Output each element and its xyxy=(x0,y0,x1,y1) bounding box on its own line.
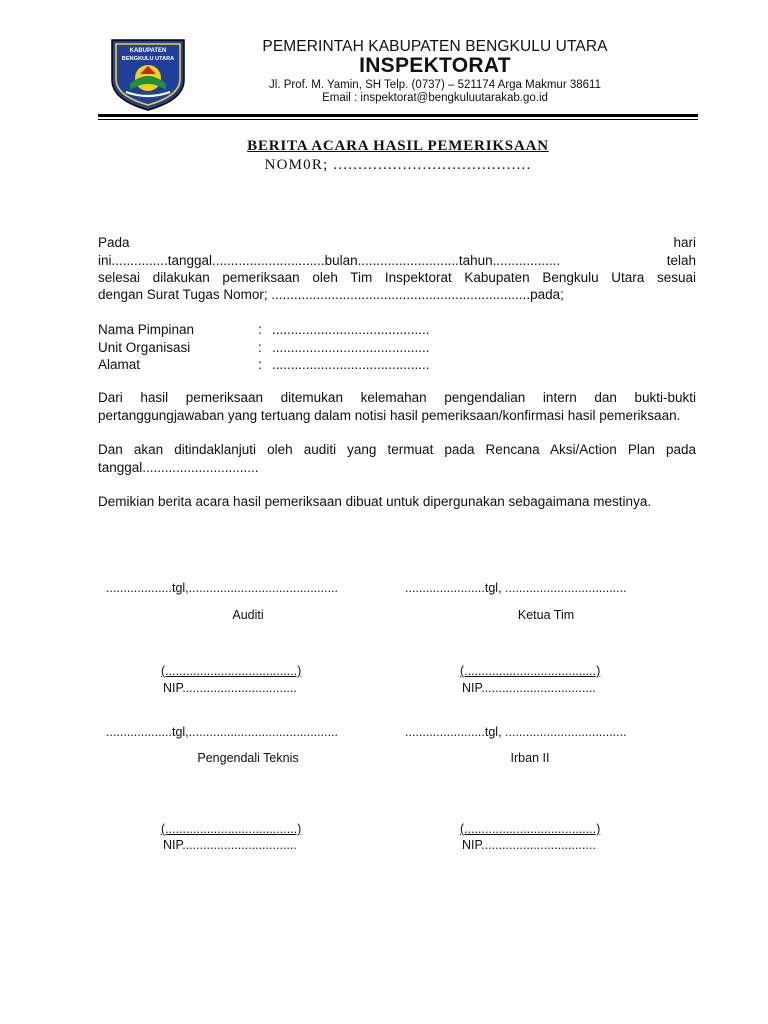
intro-line-2 xyxy=(98,252,696,270)
document-number: NOM0R; ........................................ xyxy=(264,157,532,173)
header-rule-thin xyxy=(98,119,698,120)
intro-telah: telah xyxy=(666,253,696,268)
body-paragraph-findings: Dari hasil pemeriksaan ditemukan kelemahan pengendalian intern dan bukti-bukti pertanggungjawaban yang tertuang dalam notisi hasil pemeriksaan/konfirmasi hasil pemeriksaan. xyxy=(98,390,696,423)
document-title: BERITA ACARA HASIL PEMERIKSAAN xyxy=(247,138,549,154)
sig-nip-ketua-tim: NIP................................. xyxy=(462,681,596,695)
logo-text-mid: BENGKULU UTARA xyxy=(121,56,175,62)
sig-role-auditi: Auditi xyxy=(232,608,264,622)
intro-line-1 xyxy=(98,234,696,252)
intro-hari: hari xyxy=(673,235,696,250)
document-title-wrap xyxy=(98,138,698,155)
sig-role-irban: Irban II xyxy=(510,751,550,765)
sig-date-irban: .......................tgl, ................................... xyxy=(405,725,627,739)
field-value-unit-organisasi: .......................................... xyxy=(272,340,430,355)
field-label-unit-organisasi: Unit Organisasi xyxy=(98,340,191,355)
sig-nip-pengendali-teknis: NIP................................. xyxy=(163,838,297,852)
sig-role-pengendali-teknis: Pengendali Teknis xyxy=(197,751,299,765)
sig-nip-auditi: NIP................................. xyxy=(163,681,297,695)
intro-pada: Pada xyxy=(98,235,130,250)
field-value-alamat: .......................................... xyxy=(272,357,430,372)
sig-nip-irban: NIP................................. xyxy=(462,838,596,852)
field-colon: : xyxy=(258,340,262,355)
field-label-alamat: Alamat xyxy=(98,357,141,372)
header-email: Email : inspektorat@bengkuluutarakab.go.id xyxy=(322,92,548,104)
field-colon: : xyxy=(258,357,262,372)
sig-date-auditi: ...................tgl,........................................... xyxy=(106,581,338,595)
header-government: PEMERINTAH KABUPATEN BENGKULU UTARA xyxy=(262,38,608,55)
sig-date-ketua-tim: .......................tgl, ................................... xyxy=(405,581,627,595)
header-rule-thick xyxy=(98,114,698,117)
body-paragraph-follow-up: Dan akan ditindaklanjuti oleh auditi yang termuat pada Rencana Aksi/Action Plan pada tanggal............................... xyxy=(98,442,696,475)
body-paragraph-closing: Demikian berita acara hasil pemeriksaan dibuat untuk dipergunakan sebagaimana mestinya. xyxy=(98,494,652,509)
header-address: Jl. Prof. M. Yamin, SH Telp. (0737) – 521174 Arga Makmur 38611 xyxy=(269,79,601,91)
regency-logo xyxy=(108,38,188,112)
field-value-nama-pimpinan: .......................................... xyxy=(272,322,430,337)
intro-line-3: selesai dilakukan pemeriksaan oleh Tim Inspektorat Kabupaten Bengkulu Utara sesuai xyxy=(98,270,696,285)
intro-date-fill: ini...............tanggal..............................bulan...........................tahun.................. xyxy=(98,253,561,268)
sig-role-ketua-tim: Ketua Tim xyxy=(517,608,575,622)
sig-name-ketua-tim: (......................................) xyxy=(460,664,601,678)
sig-name-irban: (......................................) xyxy=(460,822,601,836)
field-label-nama-pimpinan: Nama Pimpinan xyxy=(98,322,195,337)
intro-line-4: dengan Surat Tugas Nomor; .....................................................................pada; xyxy=(98,287,564,302)
sig-name-pengendali-teknis: (......................................) xyxy=(161,822,302,836)
logo-text-top: KABUPATEN xyxy=(129,48,167,54)
header-office: INSPEKTORAT xyxy=(359,54,511,77)
field-colon: : xyxy=(258,322,262,337)
sig-date-pengendali-teknis: ...................tgl,........................................... xyxy=(106,725,338,739)
sig-name-auditi: (......................................) xyxy=(161,664,302,678)
